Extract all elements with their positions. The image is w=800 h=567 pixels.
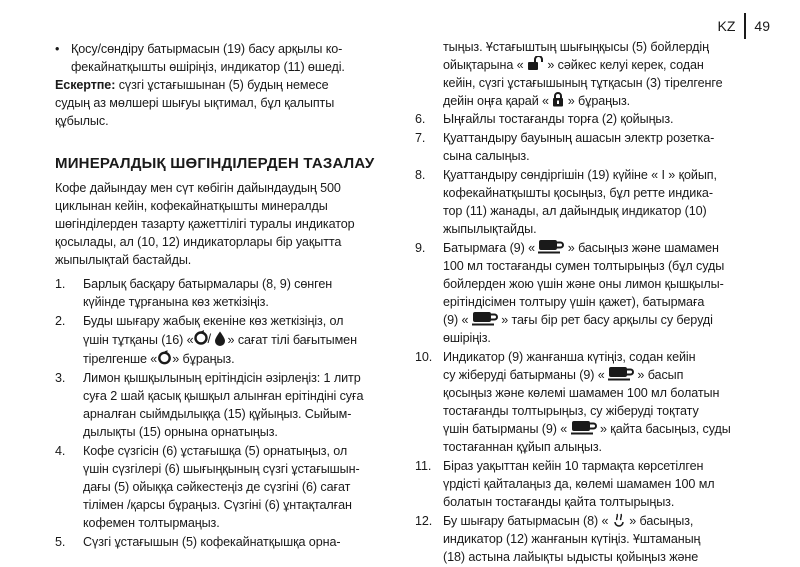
text-line: фекайнатқышты өшіріңіз, индикатор (11) өшеді. bbox=[71, 60, 345, 74]
text-line: Буды шығару жабық екеніне көз жеткізіңіз, ол bbox=[83, 314, 344, 328]
step-item bbox=[55, 533, 373, 551]
text-fragment: тор (11) жанады, ал дайындық индикатор (10) bbox=[443, 204, 707, 218]
text-fragment: тыңыз. Ұстағыштың шығыңқысы (5) бойлердің bbox=[443, 40, 709, 54]
text-fragment: тостағанды толтырыңыз, су жіберуді тоқтату bbox=[443, 404, 699, 418]
text-line bbox=[443, 239, 747, 257]
text-line bbox=[443, 257, 747, 275]
text-fragment: ойықтарына « bbox=[443, 58, 527, 72]
text-line: арналған сыймдылыққа (15) құйыңыз. Сыйым- bbox=[83, 407, 352, 421]
text-fragment: үшін батырманы (9) « bbox=[443, 422, 571, 436]
svg-text:/: / bbox=[207, 331, 211, 346]
text-fragment: тірелгенше « bbox=[83, 352, 158, 366]
text-line: күйінде тұрғанына көз жеткізіңіз. bbox=[83, 295, 269, 309]
text-line: сүзгі ұстағышынан (5) будың немесе bbox=[115, 78, 329, 92]
text-fragment: Ыңғайлы тостағанды торға (2) қойыңыз. bbox=[443, 112, 674, 126]
steam-knob-icon bbox=[157, 350, 172, 365]
text-fragment: су жіберуді батырманы (9) « bbox=[443, 368, 609, 382]
text-fragment: ерітіндісімен толтыру үшін қажет), батырмаға bbox=[443, 295, 705, 309]
step-item bbox=[415, 166, 747, 238]
steps-list-left bbox=[55, 275, 373, 551]
step-item bbox=[415, 348, 747, 456]
text-line bbox=[443, 475, 747, 493]
text-line bbox=[443, 92, 747, 110]
text-fragment: Біраз уақыттан кейін 10 тармақта көрсетілген bbox=[443, 459, 704, 473]
text-line: қосылады, ал (10, 12) индикаторлары бір уақытта bbox=[55, 235, 342, 249]
text-line: Барлық басқару батырмалары (8, 9) сөнген bbox=[83, 277, 333, 291]
text-fragment: » тағы бір рет басу арқылы су беруді bbox=[497, 313, 713, 327]
step-number: 4. bbox=[55, 444, 66, 458]
text-line bbox=[443, 311, 747, 329]
text-line bbox=[443, 275, 747, 293]
text-line: шөгінділерден тазарту қажеттілігі туралы индикатор bbox=[55, 217, 355, 231]
coffee-cup-icon bbox=[571, 420, 597, 440]
text-fragment: өшіріңіз. bbox=[443, 331, 491, 345]
text-fragment: 100 мл тостағанды сумен толтырыңыз (бұл суды bbox=[443, 259, 725, 273]
lock-icon bbox=[552, 92, 564, 112]
text-fragment: » басыңыз, bbox=[625, 514, 694, 528]
step-item bbox=[415, 129, 747, 165]
text-line: судың аз мөлшері шығуы ықтимал, бұл қалыпты bbox=[55, 96, 335, 110]
text-line bbox=[443, 74, 747, 92]
text-fragment: » басыңыз және шамамен bbox=[564, 241, 719, 255]
language-code: KZ bbox=[717, 18, 736, 34]
text-line bbox=[443, 548, 747, 566]
step-item bbox=[415, 512, 747, 566]
text-line: циклынан кейін, кофекайнатқышты минералды bbox=[55, 199, 328, 213]
text-line: жыпылықтай бастайды. bbox=[55, 253, 192, 267]
step-number: 10. bbox=[415, 350, 433, 364]
step-item bbox=[415, 110, 747, 128]
bullet-dot: • bbox=[55, 42, 60, 56]
text-line bbox=[83, 330, 373, 350]
text-line bbox=[443, 438, 747, 456]
bullet-item bbox=[55, 40, 373, 76]
intro-paragraph bbox=[55, 179, 373, 269]
coffee-cup-icon bbox=[538, 239, 564, 259]
text-line bbox=[443, 202, 747, 220]
text-line bbox=[443, 329, 747, 347]
step-item bbox=[55, 312, 373, 368]
text-line: Сүзгі ұстағышын (5) кофекайнатқышқа орна- bbox=[83, 535, 341, 549]
text-line bbox=[443, 38, 747, 56]
text-line bbox=[443, 166, 747, 184]
warning-label: Ескертпе: bbox=[55, 78, 116, 92]
text-line bbox=[443, 493, 747, 511]
step-number: 8. bbox=[415, 168, 426, 182]
text-line bbox=[443, 129, 747, 147]
text-fragment: индикатор (12) жанғанын күтіңіз. Ұштаманың bbox=[443, 532, 701, 546]
text-line bbox=[443, 366, 747, 384]
unlock-icon bbox=[527, 56, 544, 76]
text-line: дағы (5) ойыққа сәйкестеңіз де сүзгіні (6) сағат bbox=[83, 480, 351, 494]
text-fragment: » қайта басыңыз, суды bbox=[596, 422, 731, 436]
left-column bbox=[55, 40, 373, 552]
header-divider bbox=[744, 13, 746, 39]
step-item bbox=[415, 457, 747, 511]
text-line bbox=[443, 530, 747, 548]
coffee-cup-icon bbox=[472, 311, 498, 331]
text-fragment: тостағаннан құйып алыңыз. bbox=[443, 440, 602, 454]
warning-note bbox=[55, 76, 373, 94]
text-line: Кофе дайындау мен сүт көбігін дайындаудың 500 bbox=[55, 181, 341, 195]
text-fragment: » бұраңыз. bbox=[172, 352, 235, 366]
text-fragment: үшін тұтқаны (16) « bbox=[83, 333, 194, 347]
text-line bbox=[83, 350, 373, 368]
text-fragment: жыпылықтайды. bbox=[443, 222, 537, 236]
steps-list-right bbox=[415, 110, 747, 566]
text-fragment: кофекайнатқышты қосыңыз, бұл ретте индика- bbox=[443, 186, 713, 200]
text-fragment: » сәйкес келуі керек, содан bbox=[543, 58, 704, 72]
text-fragment: сына салыңыз. bbox=[443, 149, 530, 163]
text-line bbox=[443, 457, 747, 475]
text-fragment: Қуаттандыру бауының ашасын электр розетка- bbox=[443, 131, 715, 145]
text-fragment: Қуаттандыру сөндіргішін (19) күйіне « I » қойып, bbox=[443, 168, 717, 182]
text-fragment: (9) « bbox=[443, 313, 472, 327]
page-header bbox=[718, 13, 770, 39]
text-line bbox=[443, 184, 747, 202]
text-fragment: » бұраңыз. bbox=[564, 94, 631, 108]
text-line bbox=[443, 512, 747, 530]
step-number: 2. bbox=[55, 314, 66, 328]
text-fragment: » сағат тілі бағытымен bbox=[227, 333, 357, 347]
step-number: 3. bbox=[55, 371, 66, 385]
step-number: 6. bbox=[415, 112, 426, 126]
step-number: 11. bbox=[415, 459, 432, 473]
text-fragment: » басып bbox=[634, 368, 684, 382]
text-fragment: кейін, сүзгі ұстағышының тұтқасын (3) тірелгенге bbox=[443, 76, 723, 90]
text-line: суға 2 шай қасық қышқыл алынған ерітіндіні суға bbox=[83, 389, 364, 403]
text-line bbox=[443, 384, 747, 402]
step-item bbox=[55, 275, 373, 311]
right-column bbox=[415, 38, 747, 567]
step-item bbox=[55, 442, 373, 532]
step-item bbox=[415, 239, 747, 347]
text-fragment: бойлерден жою үшін және оны лимон қышқылы- bbox=[443, 277, 724, 291]
step-number: 5. bbox=[55, 535, 66, 549]
step-number: 7. bbox=[415, 131, 426, 145]
text-line: Лимон қышқылының ерітіндісін әзірлеңіз: 1 литр bbox=[83, 371, 361, 385]
text-line: құбылыс. bbox=[55, 114, 109, 128]
text-line bbox=[443, 402, 747, 420]
section-heading: МИНЕРАЛДЫҚ ШӨГІНДІЛЕРДЕН ТАЗАЛАУ bbox=[55, 155, 375, 172]
page-number: 49 bbox=[754, 18, 770, 34]
coffee-cup-icon bbox=[608, 366, 634, 386]
step-number: 12. bbox=[415, 514, 433, 528]
step-number: 1. bbox=[55, 277, 66, 291]
text-line: Кофе сүзгісін (6) ұстағышқа (5) орнатыңыз, ол bbox=[83, 444, 348, 458]
text-fragment: Бу шығару батырмасын (8) « bbox=[443, 514, 612, 528]
text-fragment: үрдісті қайталаңыз да, көлемі шамамен 100 мл bbox=[443, 477, 715, 491]
text-line bbox=[443, 293, 747, 311]
step-number: 9. bbox=[415, 241, 426, 255]
text-line bbox=[443, 56, 747, 74]
text-line: тілімен /қарсы бұраңыз. Сүзгіні (6) ұнтақталған bbox=[83, 498, 352, 512]
text-line: Қосу/сөндіру батырмасын (19) басу арқылы ко- bbox=[71, 42, 343, 56]
text-fragment: болатын тостағанды қайта толтырыңыз. bbox=[443, 495, 675, 509]
text-fragment: Индикатор (9) жанғанша күтіңіз, содан кейін bbox=[443, 350, 696, 364]
text-fragment: дейін оңға қарай « bbox=[443, 94, 553, 108]
text-line: кофемен толтырмаңыз. bbox=[83, 516, 220, 530]
text-fragment: қосыңыз және көлемі шамамен 100 мл болатын bbox=[443, 386, 720, 400]
text-line: дылықты (15) орнына орнатыңыз. bbox=[83, 425, 278, 439]
text-fragment: Батырмаға (9) « bbox=[443, 241, 539, 255]
text-fragment: (18) астына лайықты ыдысты қойыңыз және bbox=[443, 550, 699, 564]
steam-icon bbox=[612, 512, 626, 532]
text-line bbox=[443, 147, 747, 165]
text-line bbox=[443, 110, 747, 128]
text-line bbox=[443, 348, 747, 366]
text-line: үшін сүзгілері (6) шығыңқының сүзгі ұстағышын- bbox=[83, 462, 360, 476]
continued-step bbox=[415, 38, 747, 110]
steam-knob-icon bbox=[194, 330, 228, 346]
text-line bbox=[443, 220, 747, 238]
text-line bbox=[443, 420, 747, 438]
step-item bbox=[55, 369, 373, 441]
